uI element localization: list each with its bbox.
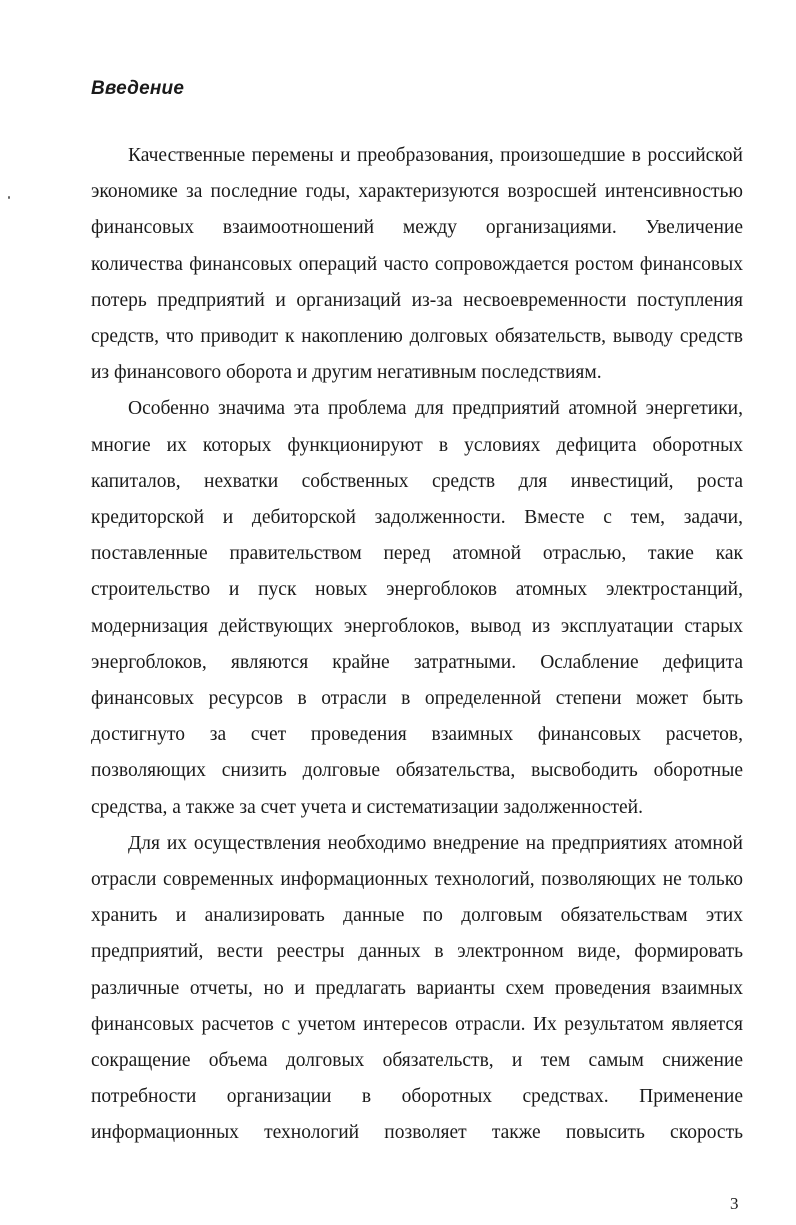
page-number: 3	[730, 1194, 739, 1213]
paragraph-2: Особенно значима эта проблема для предприятий атомной энергетики, многие их которых функционируют в условиях дефицита оборотных капиталов, нехватки собственных средств для инвестиций, роста кредиторской и дебиторской задолженности. Вместе с тем, задачи, поставленные правительством перед атомной отраслью, такие как строительство и пуск новых энергоблоков атомных электростанций, модернизация действующих энергоблоков, вывод из эксплуатации старых энергоблоков, являются крайне затратными. Ослабление дефицита финансовых ресурсов в отрасли в определенной степени может быть достигнуто за счет проведения взаимных финансовых расчетов, позволяющих снизить долговые обязательства, высвободить оборотные средства, а также за счет учета и систематизации задолженностей.	[91, 398, 743, 818]
paragraph-1: Качественные перемены и преобразования, произошедшие в российской экономике за последние годы, характеризуются возросшей интенсивностью финансовых взаимоотношений между организациями. Увеличение количества финансовых операций часто сопровождается ростом финансовых потерь предприятий и организаций из-за несвоевременности поступления средств, что приводит к накоплению долговых обязательств, выводу средств из финансового оборота и другим негативным последствиям.	[91, 145, 743, 384]
paragraph-3: Для их осуществления необходимо внедрение на предприятиях атомной отрасли современных информационных технологий, позволяющих не только хранить и анализировать данные по долговым обязательствам этих предприятий, вести реестры данных в электронном виде, формировать различные отчеты, но и предлагать варианты схем проведения взаимных финансовых расчетов с учетом интересов отрасли. Их результатом является сокращение объема долговых обязательств, и тем самым снижение потребности организации в оборотных средствах. Применение информационных технологий позволяет также повысить скорость	[91, 832, 743, 1144]
body-text	[91, 138, 743, 1152]
section-heading: Введение	[91, 78, 185, 99]
scan-speck	[8, 196, 10, 199]
